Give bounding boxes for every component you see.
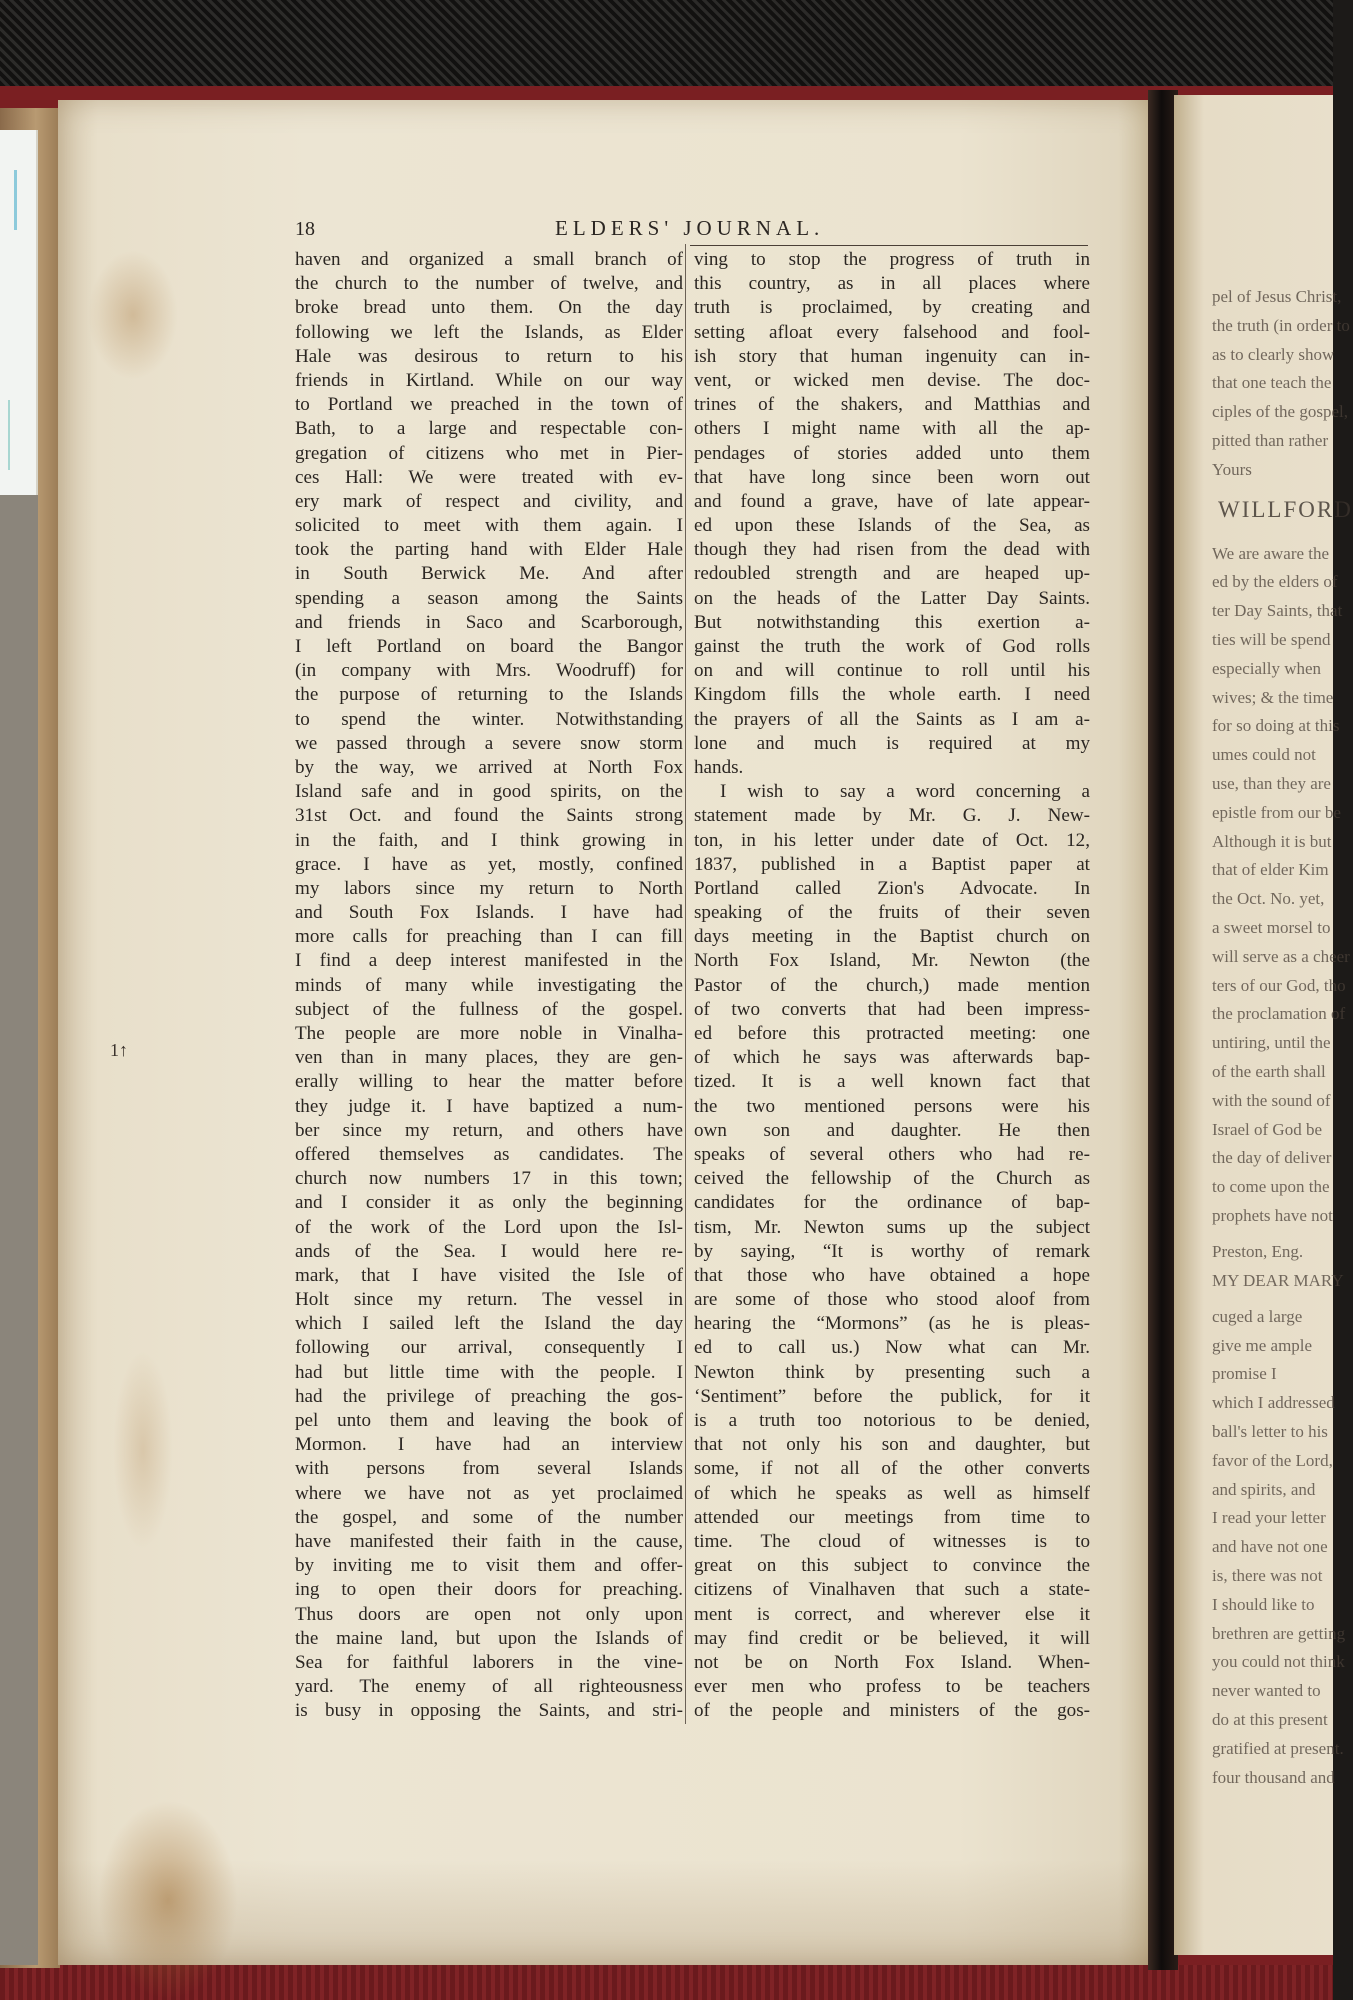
- text-line: and friends in Saco and Scarborough,: [295, 611, 683, 633]
- text-line: in South Berwick Me. And after: [295, 563, 683, 585]
- adjacent-page-text: We are aware the: [1212, 543, 1330, 563]
- adjacent-page-text: especially when: [1212, 658, 1322, 678]
- text-line: some, if not all of the other converts: [694, 1458, 1090, 1480]
- adjacent-page-text: untiring, until the: [1212, 1033, 1331, 1053]
- text-line: solicited to meet with them again. I: [295, 515, 683, 537]
- text-line: on and will continue to roll until his: [694, 660, 1090, 682]
- text-line: Mormon. I have had an interview: [295, 1434, 683, 1456]
- text-line: have manifested their faith in the cause,: [295, 1530, 683, 1552]
- text-line: yard. The enemy of all righteousness: [295, 1676, 683, 1698]
- text-line: setting afloat every falsehood and fool-: [694, 321, 1090, 343]
- text-line: ed upon these Islands of the Sea, as: [694, 515, 1090, 537]
- text-line: attended our meetings from time to: [694, 1506, 1090, 1528]
- adjacent-page-text: as to clearly show: [1212, 344, 1335, 364]
- adjacent-page-text: ters of our God, tho: [1212, 975, 1346, 995]
- text-line: Kingdom fills the whole earth. I need: [694, 684, 1090, 706]
- text-line: by the way, we arrived at North Fox: [295, 756, 683, 778]
- text-line: 31st Oct. and found the Saints strong: [295, 805, 683, 827]
- text-line: gainst the truth the work of God rolls: [694, 636, 1090, 657]
- text-line: are some of those who stood aloof from: [694, 1289, 1090, 1311]
- text-line: ceived the fellowship of the Church as: [694, 1168, 1090, 1190]
- text-line: to spend the winter. Notwithstanding: [295, 708, 683, 730]
- text-line: ever men who profess to be teachers: [694, 1676, 1090, 1698]
- text-line: hearing the “Mormons” (as he is pleas-: [694, 1313, 1090, 1335]
- text-line: the prayers of all the Saints as I am a-: [694, 708, 1090, 730]
- text-line: the church to the number of twelve, and: [295, 273, 683, 295]
- adjacent-page-text: wives; & the time: [1212, 687, 1334, 707]
- adjacent-page-text: ter Day Saints, that: [1212, 601, 1343, 621]
- text-line: friends in Kirtland. While on our way: [295, 369, 683, 391]
- text-line: ed before this protracted meeting: one: [694, 1023, 1090, 1044]
- text-line: by saying, “It is worthy of remark: [694, 1240, 1090, 1262]
- adjacent-page-text: Preston, Eng.: [1212, 1242, 1304, 1261]
- text-line: that those who have obtained a hope: [694, 1264, 1090, 1286]
- text-line: ‘Sentiment” before the publick, for it: [694, 1385, 1090, 1407]
- page-number: 18: [295, 218, 315, 240]
- text-line: though they had risen from the dead with: [694, 539, 1090, 561]
- text-line: time. The cloud of witnesses is to: [694, 1530, 1090, 1552]
- adjacent-page-text: do at this present: [1212, 1710, 1328, 1729]
- text-line: the gospel, and some of the number: [295, 1506, 683, 1528]
- page-stain: [88, 250, 178, 380]
- text-line: speaks of several others who had re-: [694, 1143, 1090, 1165]
- text-line: this country, as in all places where: [694, 273, 1090, 295]
- text-line: ton, in his letter under date of Oct. 12,: [694, 829, 1090, 851]
- adjacent-page-text: with the sound of: [1212, 1090, 1331, 1110]
- text-line: which I sailed left the Island the day: [295, 1313, 683, 1335]
- adjacent-page-text: give me ample: [1212, 1335, 1313, 1355]
- text-line: ment is correct, and wherever else it: [694, 1603, 1090, 1625]
- text-line: of two converts that had been impress-: [694, 998, 1090, 1020]
- text-line: gregation of citizens who met in Pier-: [295, 442, 683, 464]
- text-line: had the privilege of preaching the gos-: [295, 1385, 683, 1407]
- text-line: my labors since my return to North: [295, 877, 683, 899]
- text-line: Portland called Zion's Advocate. In: [694, 877, 1090, 899]
- text-line: truth is proclaimed, by creating and: [694, 297, 1090, 319]
- text-line: broke bread unto them. On the day: [295, 297, 683, 319]
- text-line: Island safe and in good spirits, on the: [295, 781, 683, 803]
- text-line: Newton think by presenting such a: [694, 1361, 1090, 1383]
- page-bottom-shading: [58, 1860, 1155, 1965]
- adjacent-page-text: the proclamation of: [1212, 1004, 1346, 1024]
- text-line: But notwithstanding this exertion a-: [694, 611, 1090, 633]
- text-line: not be on North Fox Island. When-: [694, 1651, 1090, 1673]
- header-rule: [690, 245, 1088, 246]
- adjacent-page-text: Yours: [1212, 459, 1252, 479]
- adjacent-page-text: the day of deliver: [1212, 1148, 1332, 1168]
- text-line: had but little time with the people. I: [295, 1361, 683, 1383]
- text-line: Hale was desirous to return to his: [295, 345, 683, 367]
- right-column: [694, 248, 1090, 1723]
- adjacent-page-text: promise I: [1212, 1364, 1277, 1384]
- text-line: on the heads of the Latter Day Saints.: [694, 587, 1090, 609]
- text-line: following our arrival, consequently I: [295, 1337, 683, 1359]
- adjacent-page-text: that of elder Kim: [1212, 860, 1329, 880]
- adjacent-page-text: never wanted to: [1212, 1681, 1321, 1701]
- adjacent-page-text: gratified at present.: [1212, 1738, 1344, 1758]
- text-line: Bath, to a large and respectable con-: [295, 418, 683, 440]
- text-line: that not only his son and daughter, but: [694, 1434, 1090, 1456]
- text-line: pendages of stories added unto them: [694, 442, 1090, 464]
- text-line: statement made by Mr. G. J. New-: [694, 805, 1090, 827]
- text-line: ber since my return, and others have: [295, 1119, 683, 1141]
- paper-slip: [0, 130, 38, 495]
- text-line: redoubled strength and are heaped up-: [694, 563, 1090, 585]
- adjacent-page-text: epistle from our be: [1212, 802, 1341, 822]
- text-line: candidates for the ordinance of bap-: [694, 1192, 1090, 1214]
- adjacent-page-text: ciples of the gospel,: [1212, 402, 1348, 422]
- text-line: they judge it. I have baptized a num-: [295, 1095, 683, 1117]
- text-line: the two mentioned persons were his: [694, 1095, 1090, 1117]
- text-line: ery mark of respect and civility, and: [295, 490, 683, 512]
- adjacent-page-text: a sweet morsel to: [1212, 918, 1331, 937]
- inner-board: [0, 495, 38, 1965]
- text-line: trines of the shakers, and Matthias and: [694, 394, 1090, 416]
- text-line: speaking of the fruits of their seven: [694, 902, 1090, 924]
- slip-mark: [8, 400, 28, 470]
- text-line: grace. I have as yet, mostly, confined: [295, 853, 683, 875]
- text-line: days meeting in the Baptist church on: [694, 926, 1090, 948]
- text-line: of the work of the Lord upon the Isl-: [295, 1216, 683, 1238]
- adjacent-page-text: Israel of God be: [1212, 1119, 1322, 1139]
- text-line: we passed through a severe snow storm: [295, 732, 683, 754]
- left-column: [295, 248, 683, 1723]
- text-line: is a truth too notorious to be denied,: [694, 1410, 1090, 1431]
- text-line: ces Hall: We were treated with ev-: [295, 466, 683, 488]
- adjacent-page-text: ties will be spend: [1212, 630, 1331, 649]
- text-line: by inviting me to visit them and offer-: [295, 1555, 683, 1577]
- text-line: ving to stop the progress of truth in: [694, 249, 1090, 270]
- text-line: ing to open their doors for preaching.: [295, 1579, 683, 1601]
- adjacent-page-text: pel of Jesus Christ,: [1212, 287, 1342, 306]
- column-divider: [685, 244, 686, 1724]
- adjacent-page-text: I should like to: [1212, 1594, 1315, 1614]
- text-line: where we have not as yet proclaimed: [295, 1482, 683, 1504]
- adjacent-page-text: prophets have not: [1212, 1206, 1333, 1225]
- text-line: minds of many while investigating the: [295, 974, 683, 996]
- text-line: tism, Mr. Newton sums up the subject: [694, 1216, 1090, 1238]
- text-line: Sea for faithful laborers in the vine-: [295, 1651, 683, 1673]
- text-line: to Portland we preached in the town of: [295, 394, 683, 416]
- text-line: more calls for preaching than I can fill: [295, 926, 683, 948]
- adjacent-page: [1174, 95, 1353, 1955]
- adjacent-page-text: you could not think: [1212, 1652, 1345, 1672]
- text-line: Pastor of the church,) made mention: [694, 974, 1090, 996]
- margin-annotation: 1↑: [110, 1040, 128, 1060]
- text-line: ands of the Sea. I would here re-: [295, 1240, 683, 1262]
- adjacent-page-text: the truth (in order to: [1212, 315, 1350, 335]
- text-line: church now numbers 17 in this town;: [295, 1168, 683, 1190]
- text-line: ed to call us.) Now what can Mr.: [694, 1337, 1090, 1359]
- text-line: mark, that I have visited the Isle of: [295, 1264, 683, 1286]
- text-line: vent, or wicked men devise. The doc-: [694, 369, 1090, 391]
- adjacent-page-text: Although it is but: [1212, 831, 1332, 851]
- text-line: of which he says was afterwards bap-: [694, 1047, 1090, 1069]
- text-line: hands.: [694, 756, 744, 778]
- text-line: pel unto them and leaving the book of: [295, 1410, 683, 1431]
- adjacent-page-text: umes could not: [1212, 745, 1316, 765]
- text-line: offered themselves as candidates. The: [295, 1143, 683, 1165]
- adjacent-page-text: ball's letter to his: [1212, 1422, 1328, 1441]
- adjacent-page-text: WILLFORD: [1218, 496, 1353, 522]
- text-line: (in company with Mrs. Woodruff) for: [295, 660, 683, 682]
- text-line: others I might name with all the ap-: [694, 418, 1090, 440]
- adjacent-page-text: four thousand and: [1212, 1767, 1335, 1787]
- text-line: ven than in many places, they are gen-: [295, 1047, 683, 1069]
- adjacent-page-text: brethren are getting: [1212, 1623, 1346, 1643]
- text-line: is busy in opposing the Saints, and stri-: [295, 1700, 683, 1722]
- background-fabric: [0, 0, 1333, 100]
- adjacent-page-text: of the earth shall: [1212, 1062, 1326, 1081]
- adjacent-page-text: use, than they are: [1212, 774, 1331, 793]
- adjacent-page-text: ed by the elders of: [1212, 572, 1338, 592]
- text-line: haven and organized a small branch of: [295, 249, 683, 270]
- text-line: took the parting hand with Elder Hale: [295, 539, 683, 561]
- text-line: and South Fox Islands. I have had: [295, 902, 683, 924]
- text-line: with persons from several Islands: [295, 1458, 683, 1480]
- text-line: erally willing to hear the matter before: [295, 1071, 683, 1093]
- text-line: I wish to say a word concerning a: [720, 781, 1090, 803]
- adjacent-page-text: favor of the Lord,: [1212, 1450, 1333, 1470]
- text-line: citizens of Vinalhaven that such a state-: [694, 1579, 1090, 1601]
- adjacent-page-text: that one teach the: [1212, 373, 1332, 393]
- adjacent-page-text: pitted than rather: [1212, 431, 1329, 450]
- text-line: may find credit or be believed, it will: [694, 1627, 1090, 1649]
- adjacent-page-text: and spirits, and: [1212, 1479, 1316, 1499]
- adjacent-page-text: which I addressed: [1212, 1393, 1335, 1413]
- text-line: tized. It is a well known fact that: [694, 1071, 1090, 1093]
- running-title: ELDERS' JOURNAL.: [555, 216, 825, 240]
- text-line: The people are more noble in Vinalha-: [295, 1023, 683, 1044]
- text-line: 1837, published in a Baptist paper at: [694, 853, 1090, 875]
- adjacent-page-text: MY DEAR MARY: [1212, 1270, 1344, 1290]
- adjacent-page-text: for so doing at this: [1212, 716, 1340, 736]
- text-line: North Fox Island, Mr. Newton (the: [694, 950, 1090, 972]
- text-line: own son and daughter. He then: [694, 1119, 1090, 1141]
- text-line: lone and much is required at my: [694, 732, 1090, 754]
- text-line: of the people and ministers of the gos-: [694, 1700, 1090, 1722]
- adjacent-page-text: is, there was not: [1212, 1566, 1323, 1585]
- text-line: I find a deep interest manifested in the: [295, 950, 683, 972]
- adjacent-page-text: to come upon the: [1212, 1177, 1330, 1197]
- text-line: that have long since been worn out: [694, 466, 1090, 488]
- text-line: following we left the Islands, as Elder: [295, 321, 683, 343]
- text-line: in the faith, and I think growing in: [295, 829, 683, 851]
- text-line: spending a season among the Saints: [295, 587, 683, 609]
- text-line: Holt since my return. The vessel in: [295, 1289, 683, 1311]
- adjacent-page-text: the Oct. No. yet,: [1212, 889, 1325, 909]
- adjacent-page-text: cuged a large: [1212, 1306, 1303, 1326]
- text-line: the purpose of returning to the Islands: [295, 684, 683, 706]
- adjacent-page-text: will serve as a cheer: [1212, 946, 1350, 966]
- text-line: great on this subject to convince the: [694, 1555, 1090, 1577]
- text-line: and found a grave, have of late appear-: [694, 490, 1090, 512]
- text-line: the maine land, but upon the Islands of: [295, 1627, 683, 1649]
- page-stain: [113, 1350, 173, 1550]
- adjacent-page-text: and have not one: [1212, 1537, 1328, 1557]
- text-line: Thus doors are open not only upon: [295, 1603, 683, 1625]
- text-line: subject of the fullness of the gospel.: [295, 998, 683, 1020]
- text-line: and I consider it as only the beginning: [295, 1192, 683, 1214]
- adjacent-page-text: I read your letter: [1212, 1508, 1326, 1528]
- slip-mark: [14, 170, 17, 230]
- text-line: I left Portland on board the Bangor: [295, 636, 683, 657]
- text-line: of which he speaks as well as himself: [694, 1482, 1090, 1504]
- text-line: ish story that human ingenuity can in-: [694, 345, 1090, 367]
